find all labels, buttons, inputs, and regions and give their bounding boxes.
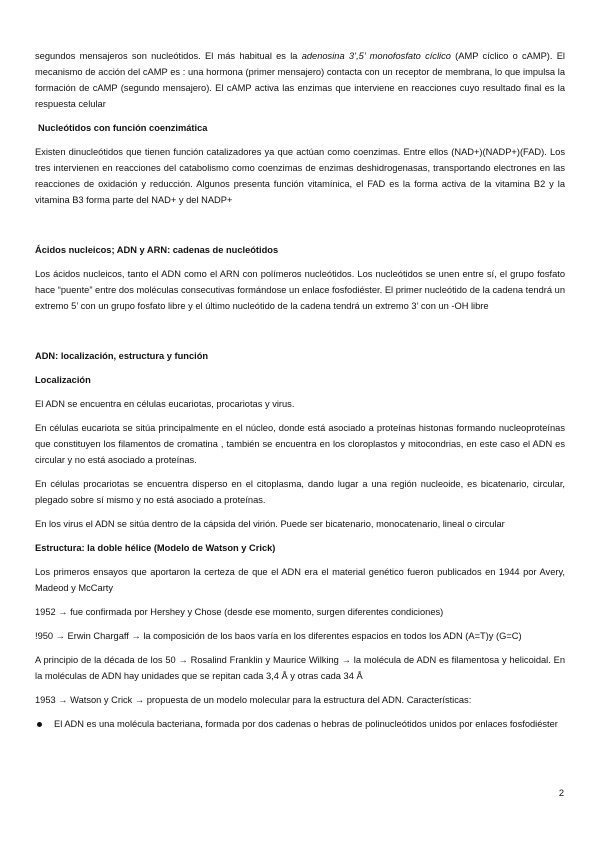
coenzymatic-paragraph: Existen dinucleótidos que tienen función catalizadores ya que actúan como coenzimas. Entre ellos (NAD+)(NADP+)(FAD). Los tres intervienen en reacciones del catabolismo como coenzimas de enzimas deshidrogenasas, transportando electrones en las reacciones de oxidación y reducción. Algunos presenta función vitamínica, el FAD es la forma activa de la vitamina B2 y la vitamina B3 forma parte del NAD+ y del NADP+ [35,147,565,205]
localization-paragraph-3: En células procariotas se encuentra disperso en el citoplasma, dando lugar a una región nucleoide, es bicatenario, circular, plegado sobre sí mismo y no está asociado a proteínas. [35,479,565,505]
heading-adn: ADN: localización, estructura y función [35,351,209,361]
localization-paragraph-1: El ADN se encuentra en células eucariotas, procariotas y virus. [35,399,295,409]
heading-nucleic-acids: Ácidos nucleicos; ADN y ARN: cadenas de nucleótidos [35,245,279,255]
page-number: 2 [558,788,564,798]
structure-paragraph-1: Los primeros ensayos que aportaron la certeza de que el ADN era el material genético fueron publicados en 1944 por Avery, Madeod y McCarty [35,567,565,593]
intro-text-b: (AMP cíclico o cAMP). El mecanismo de acción del cAMP es : una hormona (primer mensajero) contacta con un receptor de membrana, lo que impulsa la formación de cAMP (segundo mensajero). El cAMP activa las enzimas que interviene en reacciones cuyo resultado final es la respuesta celular [35,51,565,109]
intro-paragraph [35,48,565,112]
localization-paragraph-4: En los virus el ADN se sitúa dentro de la cápsida del virión. Puede ser bicatenario, monocatenario, lineal o circular [35,519,505,529]
heading-coenzymatic: Nucleótidos con función coenzimática [38,123,208,133]
heading-localization: Localización [35,375,91,385]
bullet-text: El ADN es una molécula bacteriana, formada por dos cadenas o hebras de polinucleótidos unidos por enlaces fosfodiéster [54,719,558,729]
localization-paragraph-2: En células eucariota se sitúa principalmente en el núcleo, donde está asociado a proteínas histonas formando nucleoproteínas que constituyen los filamentos de cromatina , también se encuentra en los cloroplastos y mitocondrias, en este caso el ADN es circular y no está asociado a proteínas. [35,423,565,465]
structure-paragraph-2: 1952 → fue confirmada por Hershey y Chose (desde ese momento, surgen diferentes condiciones) [35,607,444,617]
structure-paragraph-5: 1953 → Watson y Crick → propuesta de un modelo molecular para la estructura del ADN. Características: [35,695,472,705]
intro-text-a: segundos mensajeros son nucleótidos. El más habitual es la [35,51,302,61]
structure-paragraph-3: !950 → Erwin Chargaff → la composición de los baos varía en los diferentes espacios en todos los ADN (A=T)y (G=C) [35,631,522,641]
document-page [35,48,565,732]
heading-structure: Estructura: la doble hélice (Modelo de Watson y Crick) [35,543,276,553]
list-item [35,716,565,732]
intro-italic: adenosina 3’,5’ monofosfato cíclico [301,51,451,61]
nucleic-acids-paragraph: Los ácidos nucleicos, tanto el ADN como el ARN con polímeros nucleótidos. Los nucleótidos se unen entre sí, el grupo fosfato hace “puente” entre dos moléculas consecutivas formándose un enlace fosfodiéster. El primer nucleótido de la cadena tendrá un extremo 5’ con un grupo fosfato libre y el último nucleótido de la cadena tendrá un extremo 3’ con un -OH libre [35,269,565,311]
structure-paragraph-4: A principio de la década de los 50 → Rosalind Franklin y Maurice Wilking → la molécula de ADN es filamentosa y helicoidal. En la moléculas de ADN hay unidades que se repitan cada 3,4 Å y otras cada 34 Å [35,655,565,681]
bullet-icon [37,722,42,727]
